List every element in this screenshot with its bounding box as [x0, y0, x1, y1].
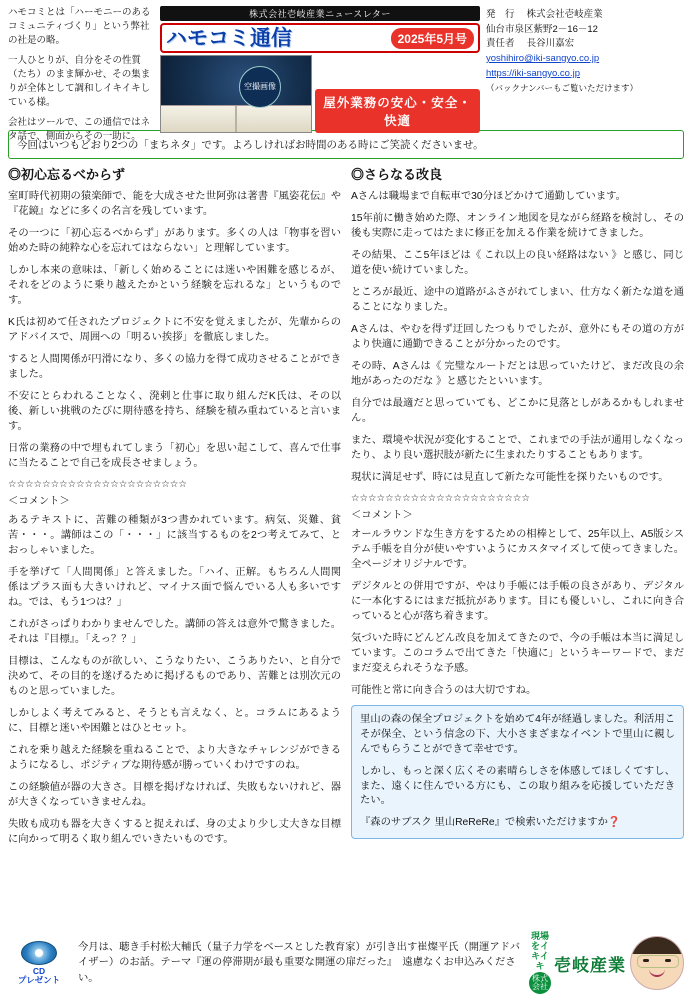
footer-text: 今月は、聴き手村松大輔氏（量子力学をベースとした教育家）が引き出す崔燦平氏（開運アドバイザー）のお話。テーマ『運の停滞期が最も重要な開運の扉だった』 遠慮なくお申込みください。: [78, 941, 521, 984]
header-desc-p1: ハモコミとは「ハーモニーのあるコミュニティづくり」という弊社の社是の略。: [8, 7, 151, 46]
left-p4: K氏は初めて任されたプロジェクトに不安を覚えましたが、先輩からのアドバイスで、周囲への「明るい挨拶」を徹底しました。: [8, 317, 341, 344]
right-c2: デジタルとの併用ですが、やはり手帳には手帳の良さがあり、デジタルに一本化するにはまだ抵抗があります。目にも優しいし、これに向き合っていると心が落ち着きます。: [351, 580, 684, 622]
hero-photo: [160, 55, 312, 133]
left-article: [8, 164, 341, 909]
avatar-eye-right: [665, 959, 671, 962]
avatar-hair: [631, 937, 683, 954]
issue-badge: 2025年5月号: [391, 28, 474, 49]
address: 仙台市泉区紫野2－16－12: [486, 23, 598, 35]
left-p7: 日常の業務の中で埋もれてしまう「初心」を思い起こして、喜んで仕事に当たることで自己を成長させましょう。: [8, 443, 341, 470]
header-desc-p2: 一人ひとりが、自分をその性質（たち）のまま輝かせ、その集まりが全体として調和しイキイキしている様。: [8, 55, 151, 108]
cd-label-line2: プレゼント: [17, 975, 61, 985]
company-name: 壱岐産業: [554, 955, 626, 975]
left-p2: その一つに「初心忘るべからず」があります。多くの人は「物事を習い始めた時の純粋な心を忘れてはならない」と理解しています。: [8, 228, 341, 255]
cd-label: [18, 967, 60, 986]
right-c1: オールラウンドな生き方をするための相棒として、25年以上、A5版システム手帳を自分が使いやすいようにカスタマイズして使ってきました。全ページオリジナルです。: [351, 528, 684, 570]
hero-spacer: [315, 55, 480, 89]
cd-label-line1: CD: [32, 965, 46, 976]
callout-p3: 『森のサブスク 里山ReReRe』で検索いただけますか❓: [360, 817, 621, 829]
left-c1: あるテキストに、苦難の種類が3つ書かれています。病気、災難、貧苦・・・。講師はこの「・・・」に該当するものを2つ考えてみて、とおっしゃいました。: [8, 514, 341, 556]
right-divider-stars: ☆☆☆☆☆☆☆☆☆☆☆☆☆☆☆☆☆☆☆☆☆: [351, 492, 530, 504]
hero-badge-label: 空撮画像: [239, 66, 281, 108]
manager-value: 長谷川嘉宏: [526, 38, 575, 50]
left-c5: しかしよく考えてみると、そうとも言えなく、と。コラムにあるように、目標と迷いや困難とはひとセット。: [8, 707, 341, 734]
logo-tagline-block: [529, 932, 551, 994]
slogan: 屋外業務の安心・安全・快適: [315, 89, 480, 133]
left-c6: これを乗り越えた経験を重ねることで、より大きなチャレンジができるようになるし、ポジティブな期待感が勝っていくわけですのね。: [8, 744, 341, 771]
left-c7: この経験値が器の大きさ。目標を掲げなければ、失敗もないけれど、器が大きくなっていきませんね。: [8, 781, 341, 808]
hero-area: [160, 55, 480, 133]
intro-box: 今回はいつもどおり2つの「まちネタ」です。よろしければお時間のある時にご笑読くださいませ。: [8, 130, 684, 159]
right-p4: ところが最近、途中の道路がふさがれてしまい、仕方なく新たな道を通ることになりました。: [351, 287, 684, 314]
left-comment-heading: ＜コメント＞: [8, 495, 70, 507]
newsletter-title: ハモコミ通信: [166, 26, 292, 50]
left-p6: 不安にとらわれることなく、溌剌と仕事に取り組んだK氏は、その以後、新しい挑戦のたびに期待感を持ち、経験を積み重ねていると言います。: [8, 391, 341, 433]
right-p7: 自分では最適だと思っていても、どこかに見落としがあるかもしれません。: [351, 398, 684, 425]
avatar-mouth: [649, 968, 665, 977]
issuer-row: [486, 8, 684, 23]
cd-present-badge: [8, 934, 70, 992]
right-article: [351, 164, 684, 909]
book-illustration: [161, 105, 311, 132]
callout-box: [351, 705, 684, 839]
header: [8, 6, 684, 143]
right-p6: その時、Aさんは《 完璧なルートだとは思っていたけど、まだ改良の余地があったのだな 》と感じたといいます。: [351, 361, 684, 388]
right-c3: 気づいた時にどんどん改良を加えてきたので、今の手帳は本当に満足しています。このコラムで出てきた「快適に」というキーワードで、まだまだ変えられそうな予感。: [351, 632, 684, 674]
left-divider-stars: ☆☆☆☆☆☆☆☆☆☆☆☆☆☆☆☆☆☆☆☆☆: [8, 478, 187, 490]
left-article-title: ◎初心忘るべからず: [8, 167, 126, 182]
right-p9: 現状に満足せず、時には見直して新たな可能性を探りたいものです。: [351, 472, 669, 484]
left-c4: 目標は、こんなものが欲しい、こうなりたい、こうありたい、と自分で決めて、その目的を遂げるために掲げるものであり、苦難とは別次元のものと思っていました。: [8, 655, 341, 697]
hero-right: [315, 55, 480, 133]
company-logo: [530, 931, 684, 994]
masthead-band: [160, 23, 480, 53]
header-description: [8, 6, 154, 151]
logo-circle-icon: 株式会社: [529, 972, 551, 994]
right-p3: その結果、ここ5年ほどは《 これ以上の良い経路はない 》と感じ、同じ道を使い続けていました。: [351, 250, 684, 277]
footer: [8, 930, 684, 996]
callout-p1: 里山の森の保全プロジェクトを始めて4年が経過しました。利活用こそが保全、という信念の下、大小さまざまなイベントで里山に親しんでもらうことができて幸せです。: [360, 713, 675, 755]
callout-p2: しかし、もっと深く広くその素晴らしさを体感してほしくてすし、また、遠くに住んでいる方にも、この取り組みを応援していただきたい。: [360, 765, 675, 807]
header-desc-p3: 会社はツールで、この通信ではネタ話で、側面からその一助に。: [8, 117, 151, 143]
right-c4: 可能性と常に向き合うのは大切ですね。: [351, 684, 537, 696]
left-p1: 室町時代初期の猿楽師で、能を大成させた世阿弥は著書『風姿花伝』や『花鏡』などに多くの名言を残しています。: [8, 191, 341, 218]
left-p5: すると人間関係が円滑になり、多くの協力を得て成功させることができました。: [8, 354, 341, 381]
avatar-eye-left: [643, 959, 649, 962]
email-link[interactable]: yoshihiro@iki-sangyo.co.jp: [486, 53, 600, 65]
right-p5: Aさんは、やむを得ず迂回したつもりでしたが、意外にもその道の方がより快適に通勤できることが分かったのです。: [351, 324, 684, 351]
website-link[interactable]: https://iki-sangyo.co.jp: [486, 67, 580, 79]
right-comment-heading: ＜コメント＞: [351, 509, 413, 521]
right-p2: 15年前に働き始めた際、オンライン地図を見ながら経路を検討し、その後も実際に走ってはたまに修正を加える作業を続けてきました。: [351, 213, 684, 240]
right-article-title: ◎さらなる改良: [351, 167, 443, 182]
cd-disc-icon: [21, 941, 57, 965]
right-p8: また、環境や状況が変化することで、これまでの手法が通用しなくなったり、より良い選択肢が新たに生まれたりすることもあります。: [351, 435, 684, 462]
logo-tagline: 現場をイキイキ: [530, 931, 549, 971]
right-p1: Aさんは職場まで自転車で30分ほどかけて通勤しています。: [351, 191, 626, 202]
left-p3: しかし本来の意味は、「新しく始めることには迷いや困難を感じるが、それをどのように乗り越えたかという経験を忘れるな」というものです。: [8, 265, 341, 307]
avatar: [630, 936, 684, 990]
issuer-label: 発 行: [486, 9, 515, 20]
masthead: [160, 6, 480, 133]
left-c3: これがさっぱりわかりませんでした。講師の答えは意外で驚きました。それは『目標』。「えっ？？」: [8, 618, 341, 645]
left-c2: 手を挙げて「人間関係」と答えました。「ハイ、正解。もちろん人間関係はプラス面も大きいけれど、マイナス面で悩んでいる人も多いですね。では、もう1つは？」: [8, 566, 341, 608]
backnumber-note: （バックナンバーもご覧いただけます）: [486, 82, 638, 93]
logo-mark: [529, 932, 626, 994]
publisher-info: [486, 6, 684, 95]
publisher-line: 株式会社壱岐産業ニュースレター: [160, 6, 480, 21]
manager-row: [486, 37, 684, 52]
article-columns: [8, 164, 684, 909]
manager-label: 責任者: [486, 38, 515, 50]
left-c8: 失敗も成功も器を大きくすると捉えれば、身の丈より少し丈大きな目標に向かって明るく取り組んでいきたいものです。: [8, 819, 341, 846]
issuer-value: 株式会社壱岐産業: [526, 9, 603, 20]
